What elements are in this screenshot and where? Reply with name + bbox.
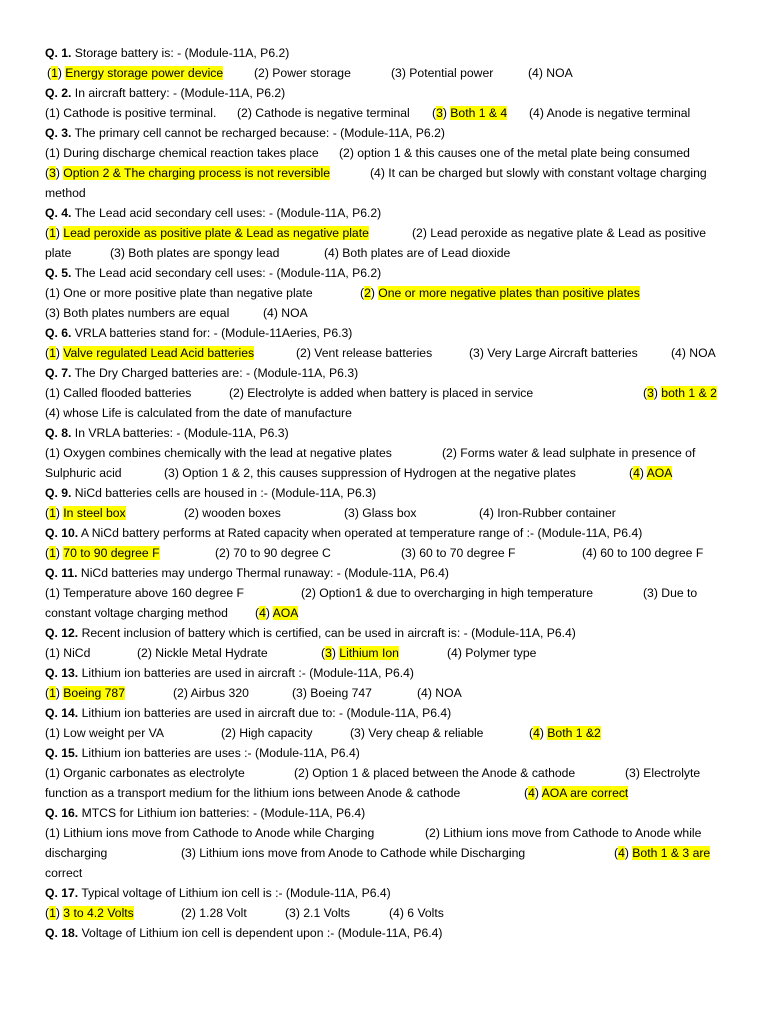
answer-number: 1 bbox=[49, 686, 56, 700]
question-text: Typical voltage of Lithium ion cell is :- (Module-11A, P6.4) bbox=[78, 886, 391, 900]
option-4: (4) Iron-Rubber container bbox=[479, 506, 616, 520]
option-3: (3) Both plates are spongy lead bbox=[110, 246, 280, 260]
question-text: NiCd batteries cells are housed in :- (Module-11A, P6.3) bbox=[71, 486, 377, 500]
option-3: (3) Potential power bbox=[391, 66, 494, 80]
option-3: (3) Due to bbox=[643, 586, 698, 600]
options-row bbox=[45, 223, 735, 243]
option-2: (2) Airbus 320 bbox=[173, 686, 249, 700]
answer-number: 3 bbox=[436, 106, 443, 120]
option-2: (2) 70 to 90 degree C bbox=[215, 546, 331, 560]
question-9 bbox=[45, 483, 735, 503]
option-3: (3) both 1 & 2 bbox=[643, 386, 717, 400]
question-number: Q. 11. bbox=[45, 566, 78, 580]
option-1: (1) NiCd bbox=[45, 646, 91, 660]
question-18 bbox=[45, 923, 735, 943]
option-2: (2) Option 1 & placed between the Anode & cathode bbox=[294, 766, 576, 780]
answer-number: 4 bbox=[533, 726, 540, 740]
question-text: VRLA batteries stand for: - (Module-11Aeries, P6.3) bbox=[71, 326, 353, 340]
option-3: (3) Option 1 & 2, this causes suppression of Hydrogen at the negative plates bbox=[164, 466, 576, 480]
option-2: (2) Electrolyte is added when battery is placed in service bbox=[229, 386, 534, 400]
question-text: Lithium ion batteries are used in aircraft due to: - (Module-11A, P6.4) bbox=[78, 706, 452, 720]
options-row bbox=[45, 543, 735, 563]
question-17 bbox=[45, 883, 735, 903]
option-1: (1) Lithium ions move from Cathode to Anode while Charging bbox=[45, 826, 375, 840]
question-number: Q. 10. bbox=[45, 526, 79, 540]
options-row bbox=[45, 603, 735, 623]
question-text: A NiCd battery performs at Rated capacity when operated at temperature range of :- (Module-11A, P6.4) bbox=[78, 526, 643, 540]
correct-answer: AOA bbox=[272, 606, 299, 620]
question-6 bbox=[45, 323, 735, 343]
correct-answer: Lithium Ion bbox=[339, 646, 399, 660]
correct-answer: Both 1 &2 bbox=[547, 726, 601, 740]
option-3: (3) Option 2 & The charging process is not reversible bbox=[45, 166, 330, 180]
question-3 bbox=[45, 123, 735, 143]
question-number: Q. 5. bbox=[45, 266, 72, 280]
correct-answer: In steel box bbox=[63, 506, 126, 520]
question-1 bbox=[45, 43, 735, 63]
option-2: (2) option 1 & this causes one of the metal plate being consumed bbox=[339, 146, 690, 160]
option-2-continued: discharging bbox=[45, 846, 108, 860]
option-3: (3) Lithium ions move from Anode to Cathode while Discharging bbox=[181, 846, 526, 860]
question-text: MTCS for Lithium ion batteries: - (Module-11A, P6.4) bbox=[78, 806, 366, 820]
option-4: (4) Both plates are of Lead dioxide bbox=[324, 246, 511, 260]
question-text: In aircraft battery: - (Module-11A, P6.2) bbox=[71, 86, 286, 100]
question-text: Lithium ion batteries are used in aircraft :- (Module-11A, P6.4) bbox=[78, 666, 414, 680]
question-number: Q. 6. bbox=[45, 326, 72, 340]
options-row bbox=[45, 163, 735, 183]
option-1: (1) Organic carbonates as electrolyte bbox=[45, 766, 245, 780]
option-1: (1) 3 to 4.2 Volts bbox=[45, 906, 134, 920]
option-2: (2) Forms water & lead sulphate in presence of bbox=[442, 446, 696, 460]
options-row bbox=[45, 843, 735, 863]
option-3: (3) 60 to 70 degree F bbox=[401, 546, 516, 560]
options-row bbox=[45, 383, 735, 403]
options-row bbox=[45, 763, 735, 783]
options-row bbox=[45, 783, 735, 803]
option-4-continued: method bbox=[45, 186, 86, 200]
options-row bbox=[45, 823, 735, 843]
option-2-continued: Sulphuric acid bbox=[45, 466, 122, 480]
option-1: (1) Valve regulated Lead Acid batteries bbox=[45, 346, 255, 360]
options-row bbox=[45, 583, 735, 603]
question-number: Q. 1. bbox=[45, 46, 72, 60]
option-1: (1) In steel box bbox=[45, 506, 126, 520]
question-7 bbox=[45, 363, 735, 383]
question-14 bbox=[45, 703, 735, 723]
question-number: Q. 17. bbox=[45, 886, 79, 900]
options-row bbox=[45, 343, 735, 363]
question-number: Q. 16. bbox=[45, 806, 79, 820]
options-row bbox=[45, 283, 735, 303]
question-number: Q. 13. bbox=[45, 666, 79, 680]
question-4 bbox=[45, 203, 735, 223]
option-2-continued: plate bbox=[45, 246, 72, 260]
option-2: (2) Lithium ions move from Cathode to Anode while bbox=[425, 826, 702, 840]
question-text: The Dry Charged batteries are: - (Module-11A, P6.3) bbox=[71, 366, 359, 380]
question-text: In VRLA batteries: - (Module-11A, P6.3) bbox=[71, 426, 289, 440]
question-number: Q. 7. bbox=[45, 366, 72, 380]
question-16 bbox=[45, 803, 735, 823]
question-number: Q. 3. bbox=[45, 126, 72, 140]
question-number: Q. 18. bbox=[45, 926, 79, 940]
answer-number: 4 bbox=[528, 786, 535, 800]
option-3-continued: constant voltage charging method bbox=[45, 606, 228, 620]
correct-answer: Option 2 & The charging process is not reversible bbox=[63, 166, 330, 180]
answer-number: 1 bbox=[49, 546, 56, 560]
option-1: (1) Cathode is positive terminal. bbox=[45, 106, 217, 120]
option-4: (4) Both 1 &2 bbox=[529, 726, 601, 740]
options-row bbox=[45, 683, 735, 703]
option-2: (2) High capacity bbox=[221, 726, 313, 740]
option-4-continued: correct bbox=[45, 866, 83, 880]
options-row bbox=[45, 303, 735, 323]
options-row bbox=[45, 63, 735, 83]
correct-answer: 3 to 4.2 Volts bbox=[63, 906, 134, 920]
option-3: (3) Very Large Aircraft batteries bbox=[469, 346, 638, 360]
option-4: (4) AOA bbox=[629, 466, 673, 480]
options-row bbox=[45, 243, 735, 263]
option-3: (3) Both plates numbers are equal bbox=[45, 306, 230, 320]
option-1: (1) 70 to 90 degree F bbox=[45, 546, 160, 560]
correct-answer: Both 1 & 4 bbox=[450, 106, 508, 120]
option-4: (4) NOA bbox=[671, 346, 716, 360]
option-4: (4) Both 1 & 3 are bbox=[614, 846, 711, 860]
option-1: (1) One or more positive plate than negative plate bbox=[45, 286, 313, 300]
option-2: (2) 1.28 Volt bbox=[181, 906, 247, 920]
correct-answer: Valve regulated Lead Acid batteries bbox=[63, 346, 255, 360]
correct-answer: AOA bbox=[646, 466, 673, 480]
options-row bbox=[45, 463, 735, 483]
options-row bbox=[45, 503, 735, 523]
question-text: Recent inclusion of battery which is certified, can be used in aircraft is: - (Module-11A, P6.4) bbox=[78, 626, 576, 640]
option-1: (1) During discharge chemical reaction takes place bbox=[45, 146, 319, 160]
question-5 bbox=[45, 263, 735, 283]
question-number: Q. 8. bbox=[45, 426, 72, 440]
answer-number: 4 bbox=[259, 606, 266, 620]
option-1: (1) Called flooded batteries bbox=[45, 386, 192, 400]
question-text: Voltage of Lithium ion cell is dependent upon :- (Module-11A, P6.4) bbox=[78, 926, 443, 940]
correct-answer: 70 to 90 degree F bbox=[63, 546, 160, 560]
option-3: (3) Glass box bbox=[344, 506, 417, 520]
option-4: (4) AOA bbox=[255, 606, 299, 620]
options-row bbox=[45, 723, 735, 743]
option-1: (1) Oxygen combines chemically with the lead at negative plates bbox=[45, 446, 392, 460]
option-4: (4) NOA bbox=[263, 306, 308, 320]
correct-answer: One or more negative plates than positive plates bbox=[378, 286, 640, 300]
correct-answer: Boeing 787 bbox=[63, 686, 125, 700]
question-15 bbox=[45, 743, 735, 763]
option-3: (3) Both 1 & 4 bbox=[432, 106, 508, 120]
answer-number: 3 bbox=[647, 386, 654, 400]
option-1: (1) Temperature above 160 degree F bbox=[45, 586, 244, 600]
option-4: (4) AOA are correct bbox=[524, 786, 629, 800]
correct-answer: AOA are correct bbox=[541, 786, 629, 800]
question-11 bbox=[45, 563, 735, 583]
option-3-continued: function as a transport medium for the lithium ions between Anode & cathode bbox=[45, 786, 461, 800]
answer-number: 3 bbox=[49, 166, 56, 180]
option-3: (3) Boeing 747 bbox=[292, 686, 372, 700]
option-4: (4) It can be charged but slowly with constant voltage charging bbox=[370, 166, 707, 180]
answer-number: 2 bbox=[364, 286, 371, 300]
option-1: (1) Lead peroxide as positive plate & Lead as negative plate bbox=[45, 226, 369, 240]
options-row bbox=[45, 903, 735, 923]
option-3: (3) 2.1 Volts bbox=[285, 906, 351, 920]
option-2: (2) Lead peroxide as negative plate & Lead as positive bbox=[412, 226, 707, 240]
question-number: Q. 15. bbox=[45, 746, 79, 760]
option-2: (2) One or more negative plates than positive plates bbox=[360, 286, 640, 300]
answer-number: 4 bbox=[633, 466, 640, 480]
option-2: (2) wooden boxes bbox=[184, 506, 281, 520]
option-1: (1) Boeing 787 bbox=[45, 686, 125, 700]
question-text: The Lead acid secondary cell uses: - (Module-11A, P6.2) bbox=[71, 266, 382, 280]
correct-answer: Both 1 & 3 are bbox=[632, 846, 711, 860]
option-4: (4) 6 Volts bbox=[389, 906, 444, 920]
answer-number: 1 bbox=[51, 66, 58, 80]
options-row bbox=[45, 443, 735, 463]
options-row bbox=[45, 183, 735, 203]
question-text: The primary cell cannot be recharged because: - (Module-11A, P6.2) bbox=[71, 126, 445, 140]
options-row bbox=[45, 863, 735, 883]
options-row bbox=[45, 403, 735, 423]
answer-number: 4 bbox=[618, 846, 625, 860]
question-text: NiCd batteries may undergo Thermal runaway: - (Module-11A, P6.4) bbox=[77, 566, 449, 580]
correct-answer: Lead peroxide as positive plate & Lead as negative plate bbox=[63, 226, 369, 240]
option-3: (3) Very cheap & reliable bbox=[350, 726, 484, 740]
option-4: (4) NOA bbox=[417, 686, 462, 700]
question-number: Q. 4. bbox=[45, 206, 72, 220]
question-text: Storage battery is: - (Module-11A, P6.2) bbox=[71, 46, 290, 60]
option-2: (2) Cathode is negative terminal bbox=[237, 106, 410, 120]
option-3: (3) Electrolyte bbox=[625, 766, 701, 780]
options-row bbox=[45, 643, 735, 663]
answer-number: 3 bbox=[325, 646, 332, 660]
option-4: (4) Anode is negative terminal bbox=[529, 106, 691, 120]
option-2: (2) Nickle Metal Hydrate bbox=[137, 646, 268, 660]
question-number: Q. 2. bbox=[45, 86, 72, 100]
option-1: (1) Low weight per VA bbox=[45, 726, 164, 740]
question-text: The Lead acid secondary cell uses: - (Module-11A, P6.2) bbox=[71, 206, 382, 220]
option-3: (3) Lithium Ion bbox=[321, 646, 399, 660]
question-number: Q. 9. bbox=[45, 486, 72, 500]
question-10 bbox=[45, 523, 735, 543]
option-2: (2) Power storage bbox=[254, 66, 351, 80]
option-4: (4) Polymer type bbox=[447, 646, 537, 660]
question-12 bbox=[45, 623, 735, 643]
option-1: (1) Energy storage power device bbox=[47, 66, 224, 80]
question-number: Q. 12. bbox=[45, 626, 79, 640]
options-row bbox=[45, 103, 735, 123]
option-4: (4) 60 to 100 degree F bbox=[582, 546, 704, 560]
question-document bbox=[45, 43, 735, 943]
question-text: Lithium ion batteries are uses :- (Module-11A, P6.4) bbox=[78, 746, 360, 760]
options-row bbox=[45, 143, 735, 163]
option-4: (4) whose Life is calculated from the date of manufacture bbox=[45, 406, 352, 420]
option-2: (2) Vent release batteries bbox=[296, 346, 433, 360]
question-13 bbox=[45, 663, 735, 683]
correct-answer: Energy storage power device bbox=[65, 66, 224, 80]
answer-number: 1 bbox=[49, 226, 56, 240]
question-number: Q. 14. bbox=[45, 706, 79, 720]
question-8 bbox=[45, 423, 735, 443]
correct-answer: both 1 & 2 bbox=[661, 386, 717, 400]
option-2: (2) Option1 & due to overcharging in high temperature bbox=[301, 586, 593, 600]
answer-number: 1 bbox=[49, 346, 56, 360]
answer-number: 1 bbox=[49, 906, 56, 920]
option-4: (4) NOA bbox=[528, 66, 573, 80]
question-2 bbox=[45, 83, 735, 103]
answer-number: 1 bbox=[49, 506, 56, 520]
